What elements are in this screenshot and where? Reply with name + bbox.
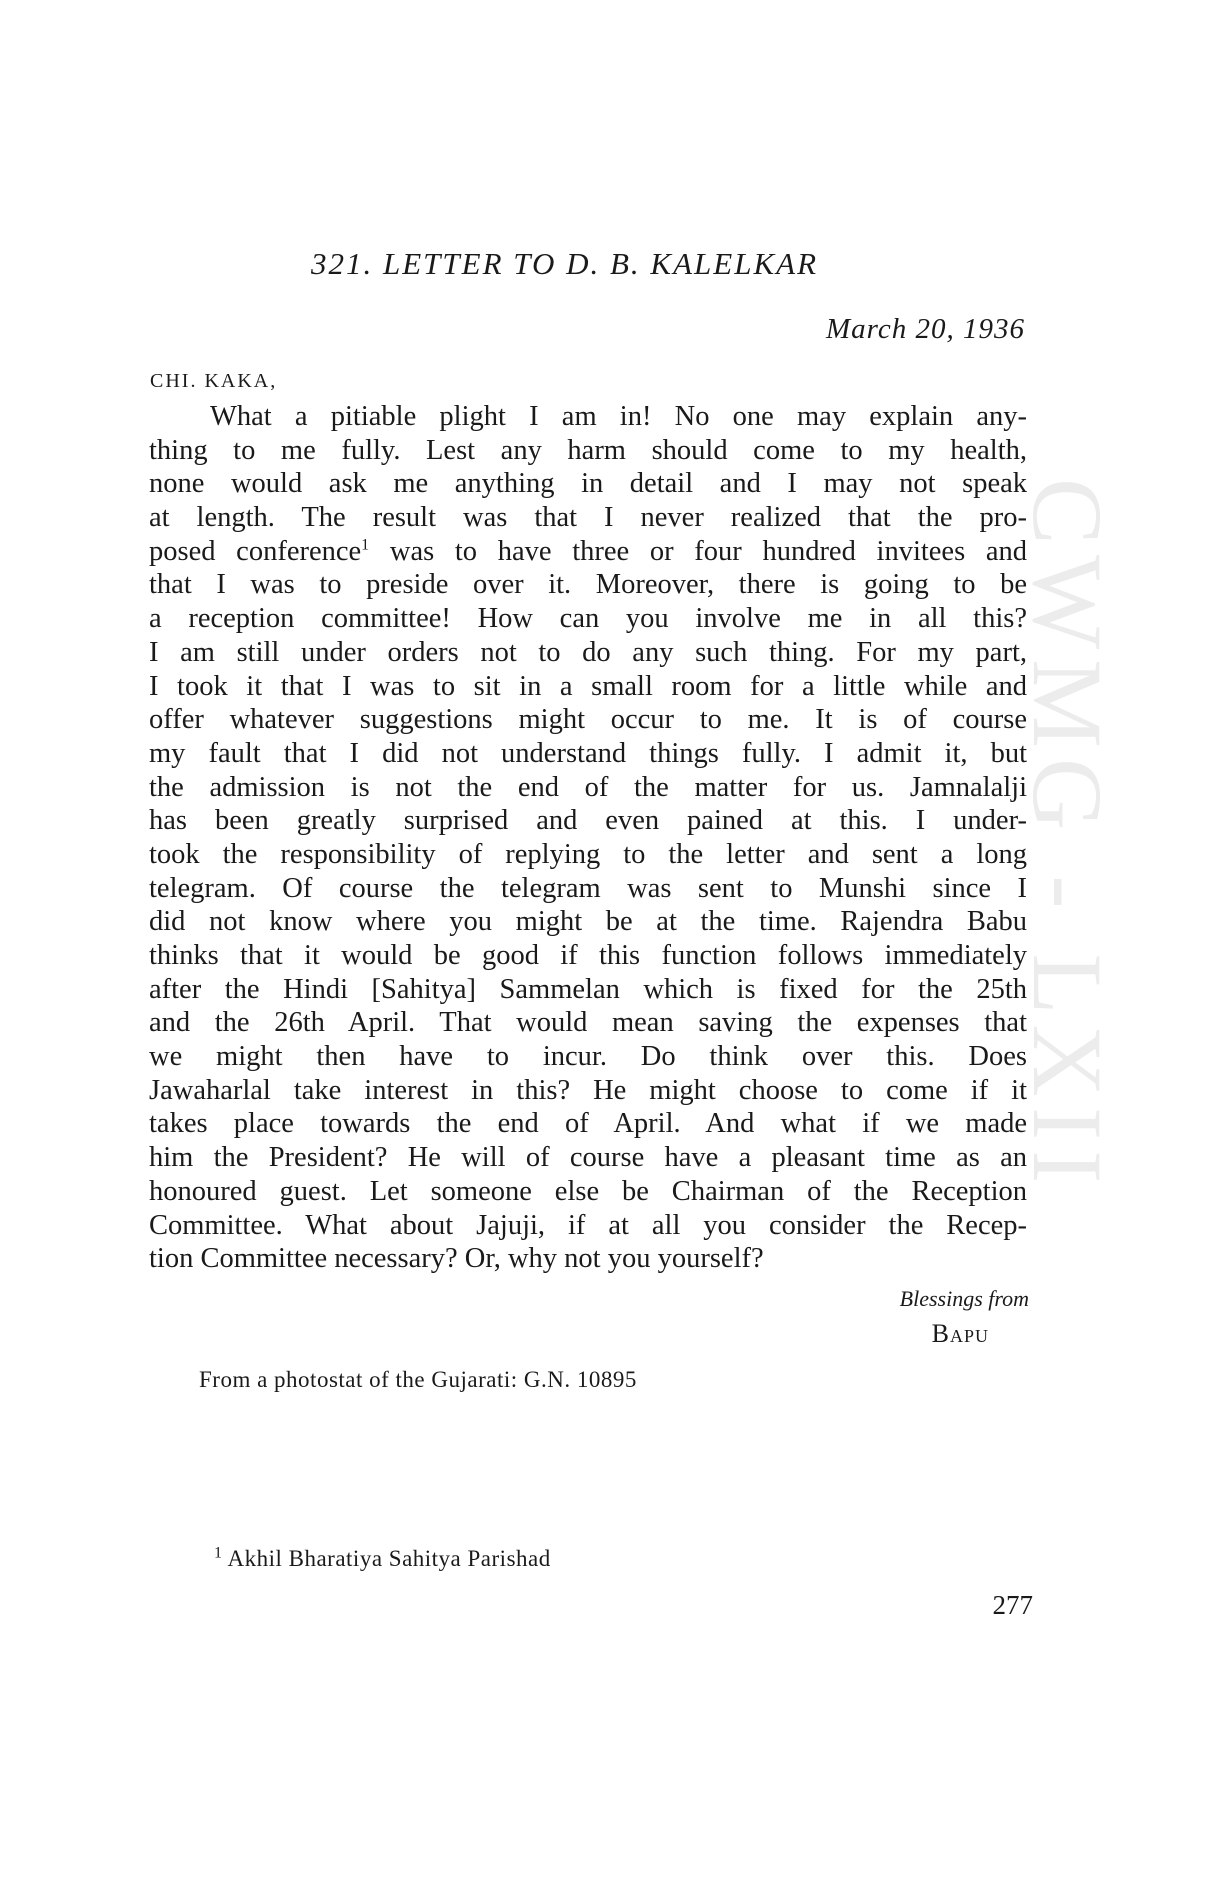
body-line: after the Hindi [Sahitya] Sammelan which is fixed for the 25th bbox=[149, 973, 1027, 1005]
salutation: CHI. KAKA, bbox=[150, 370, 278, 392]
body-line: him the President? He will of course have a pleasant time as an bbox=[149, 1142, 1027, 1174]
closing: Blessings from bbox=[899, 1286, 1029, 1311]
footnote bbox=[214, 1546, 551, 1572]
body-line: my fault that I did not understand things fully. I admit it, but bbox=[149, 737, 1027, 769]
page-number: 277 bbox=[992, 1590, 1033, 1620]
body-line: offer whatever suggestions might occur to me. It is of course bbox=[149, 704, 1027, 736]
body-line: did not know where you might be at the time. Rajendra Babu bbox=[149, 906, 1027, 938]
body-line: we might then have to incur. Do think over this. Does bbox=[149, 1041, 1027, 1073]
letter-body bbox=[149, 400, 1027, 1276]
body-line: telegram. Of course the telegram was sent to Munshi since I bbox=[149, 872, 1027, 904]
source-note: From a photostat of the Gujarati: G.N. 10895 bbox=[199, 1367, 637, 1392]
footnote-marker: 1 bbox=[214, 1544, 223, 1562]
body-line: thinks that it would be good if this function follows immediately bbox=[149, 940, 1027, 971]
body-line: at length. The result was that I never realized that the pro- bbox=[149, 502, 1027, 534]
body-line: the admission is not the end of the matter for us. Jamnalalji bbox=[149, 771, 1027, 803]
body-line: Committee. What about Jajuji, if at all you consider the Recep- bbox=[149, 1209, 1027, 1241]
body-line: and the 26th April. That would mean saving the expenses that bbox=[149, 1007, 1027, 1039]
body-line: tion Committee necessary? Or, why not you yourself? bbox=[149, 1243, 764, 1275]
body-line: takes place towards the end of April. And what if we made bbox=[149, 1108, 1027, 1140]
body-line: Jawaharlal take interest in this? He might choose to come if it bbox=[149, 1074, 1027, 1106]
body-line: none would ask me anything in detail and I may not speak bbox=[149, 468, 1027, 500]
body-line: honoured guest. Let someone else be Chairman of the Reception bbox=[149, 1175, 1027, 1207]
letter-title: 321. LETTER TO D. B. KALELKAR bbox=[311, 246, 819, 281]
body-line: a reception committee! How can you involve me in all this? bbox=[149, 603, 1027, 635]
body-line: thing to me fully. Lest any harm should come to my health, bbox=[149, 434, 1027, 466]
footnote-reference: 1 bbox=[361, 536, 370, 554]
body-line: What a pitiable plight I am in! No one may explain any- bbox=[210, 401, 1027, 432]
body-line: has been greatly surprised and even pained at this. I under- bbox=[149, 805, 1027, 837]
signature: Bapu bbox=[931, 1319, 989, 1348]
body-line: that I was to preside over it. Moreover, there is going to be bbox=[149, 569, 1027, 601]
letter-date: March 20, 1936 bbox=[826, 313, 1025, 345]
body-line: I took it that I was to sit in a small room for a little while and bbox=[149, 670, 1027, 702]
watermark: CWMG - LXII bbox=[1012, 478, 1123, 1194]
body-line: took the responsibility of replying to the letter and sent a long bbox=[149, 838, 1027, 870]
body-line: I am still under orders not to do any such thing. For my part, bbox=[149, 636, 1027, 668]
body-line-end: was to have three or four hundred invitees and bbox=[369, 535, 1028, 567]
body-line-start: posed conference bbox=[149, 535, 362, 567]
body-line bbox=[149, 535, 1027, 569]
footnote-text: Akhil Bharatiya Sahitya Parishad bbox=[222, 1546, 551, 1571]
